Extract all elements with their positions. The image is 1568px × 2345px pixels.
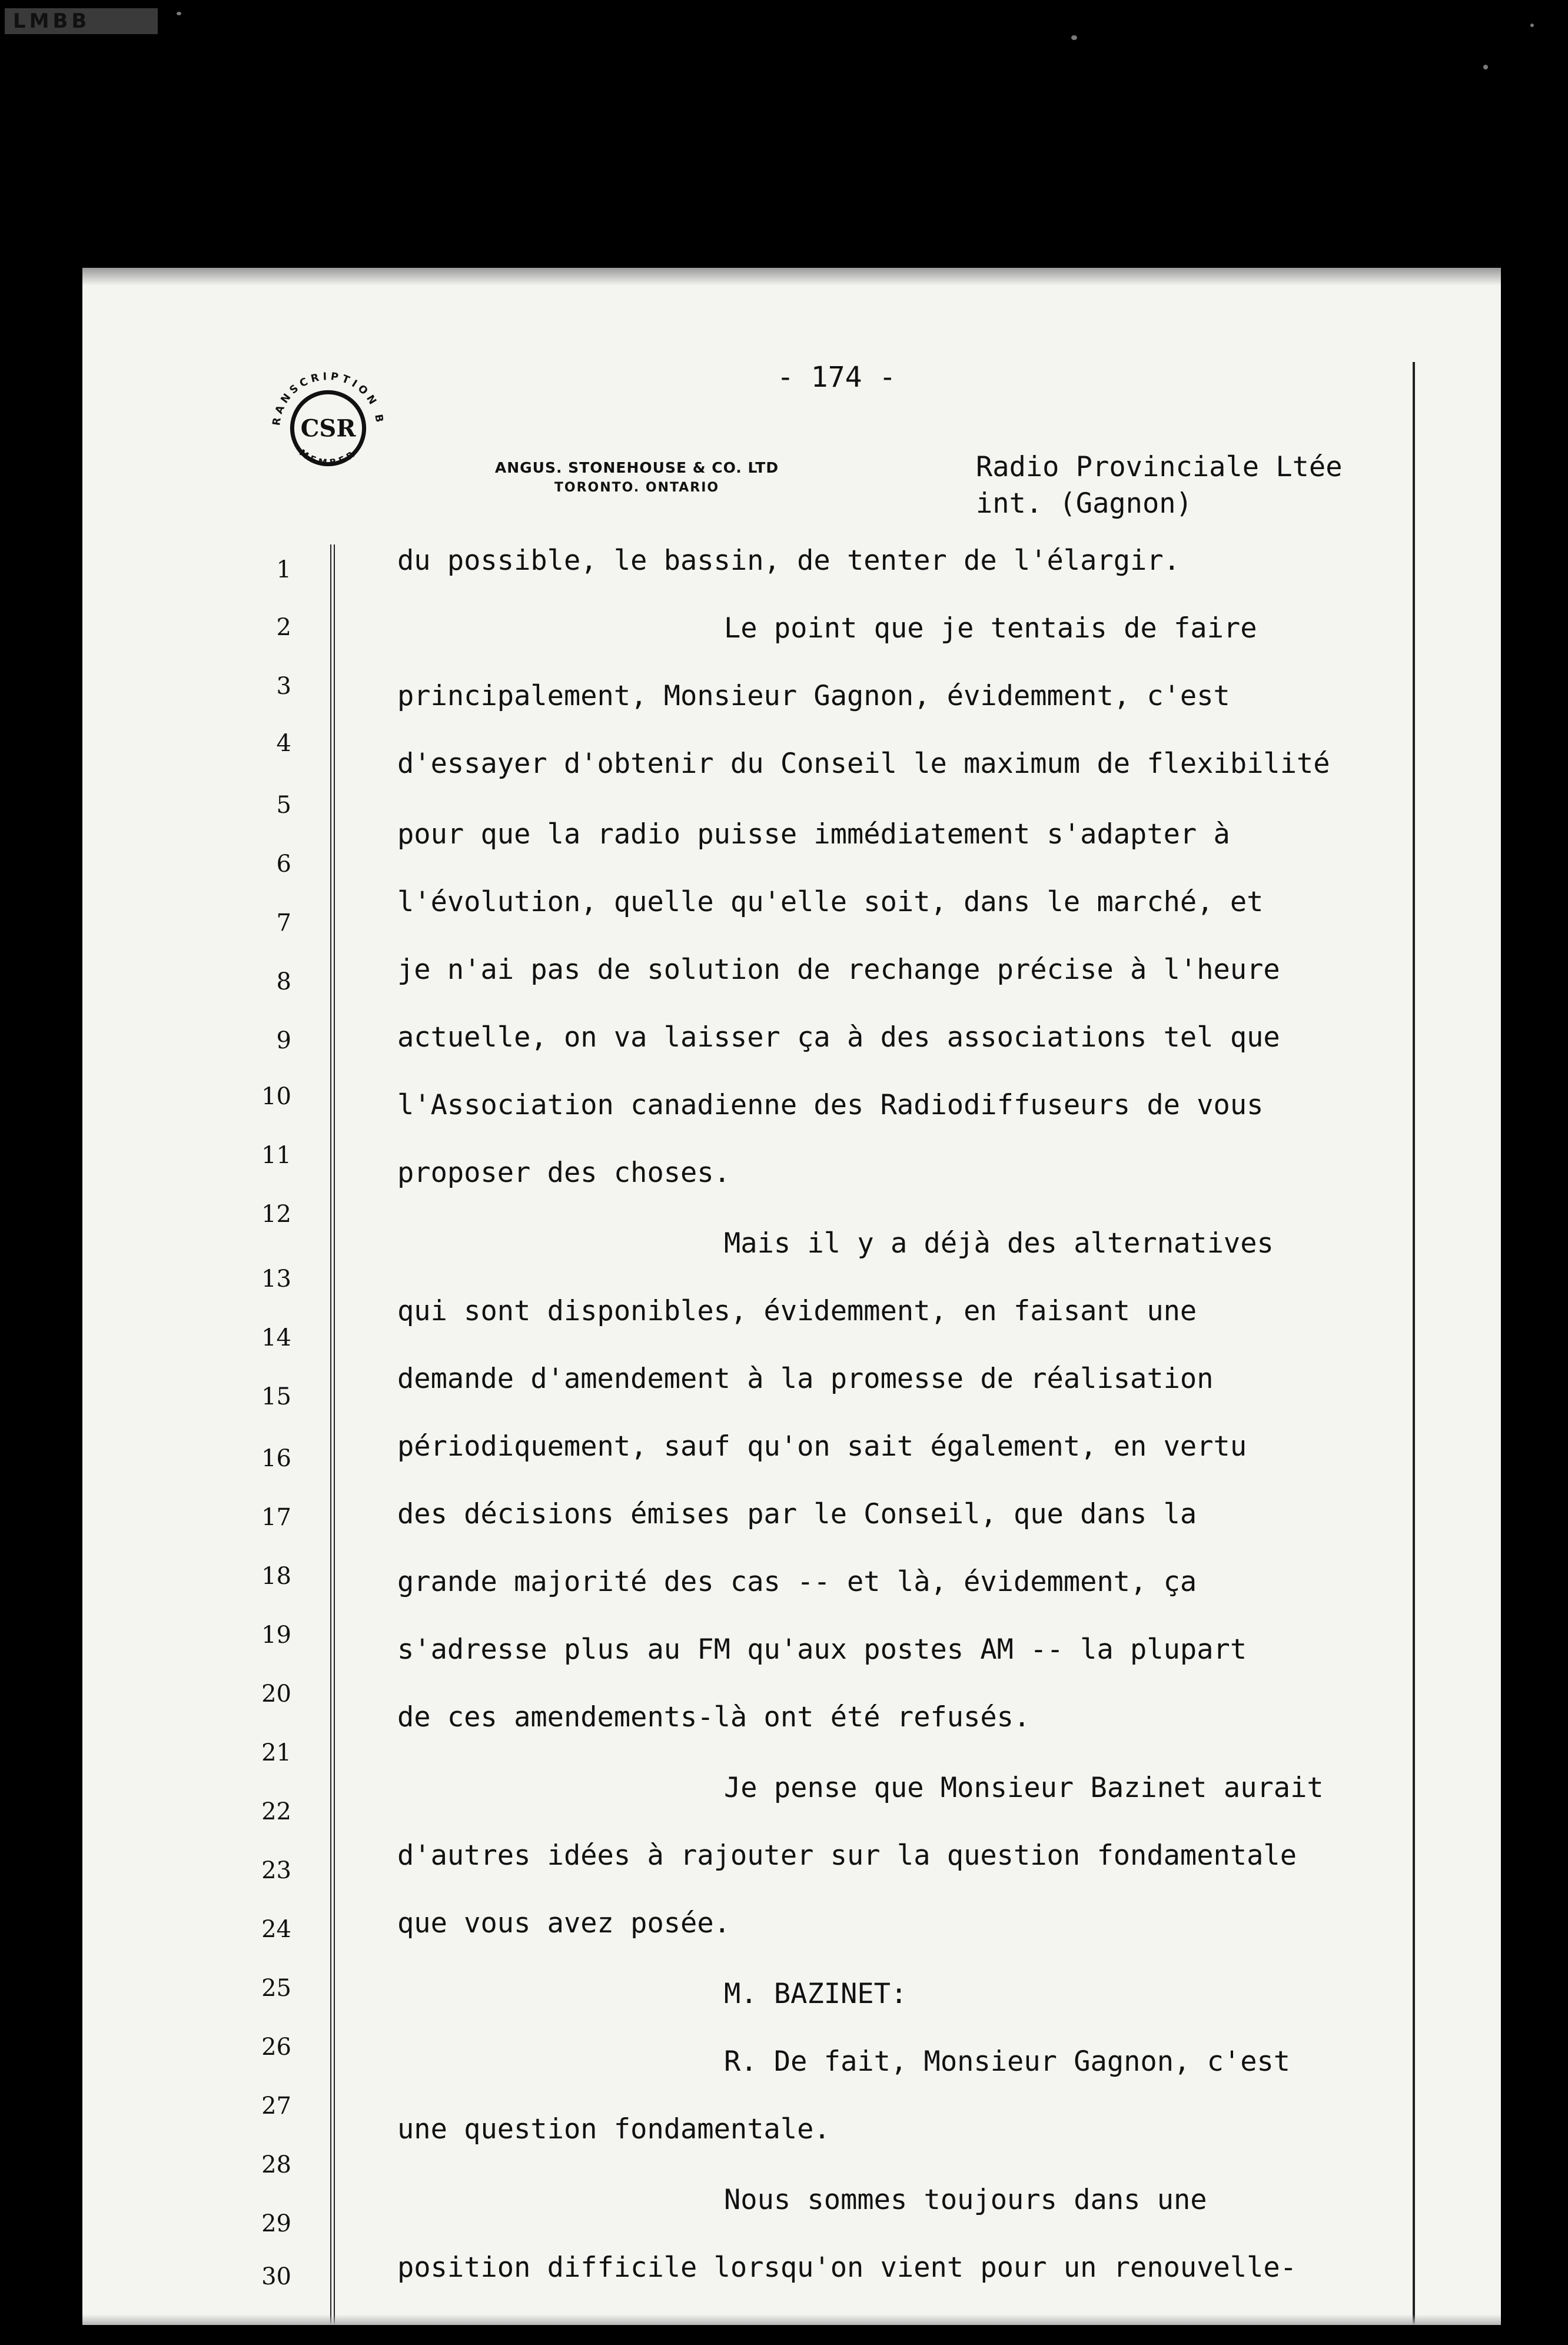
page-top-shadow: [82, 268, 1501, 285]
line-number: 6: [276, 851, 291, 878]
line-number: 22: [261, 1798, 291, 1825]
line-number: 13: [261, 1265, 291, 1293]
line-number: 21: [261, 1739, 291, 1766]
transcript-line: d'autres idées à rajouter sur la question fondamentale: [397, 1839, 1297, 1872]
film-strip-label: LMBB: [5, 8, 158, 34]
svg-text:MEMBER: [297, 447, 359, 469]
line-number-column: [221, 268, 291, 2325]
transcript-line: je n'ai pas de solution de rechange précise à l'heure: [397, 954, 1280, 986]
line-number: 29: [261, 2210, 291, 2237]
transcript-line: Mais il y a déjà des alternatives: [724, 1227, 1274, 1260]
transcript-line: R. De fait, Monsieur Gagnon, c'est: [724, 2045, 1291, 2078]
line-number: 3: [276, 673, 291, 700]
transcript-line: Nous sommes toujours dans une: [724, 2184, 1207, 2216]
film-speck: [1071, 35, 1077, 40]
line-number: 5: [276, 792, 291, 819]
seal-top-text: RANSCRIPTION B: [270, 370, 386, 427]
right-margin-rule: [1413, 362, 1415, 2325]
transcript-line: demande d'amendement à la promesse de réalisation: [397, 1363, 1214, 1395]
line-number: 4: [276, 730, 291, 757]
left-margin-rule: [330, 544, 335, 2325]
line-number: 24: [261, 1916, 291, 1943]
line-number: 9: [276, 1027, 291, 1054]
transcript-line: de ces amendements-là ont été refusés.: [397, 1701, 1031, 1733]
transcript-line: principalement, Monsieur Gagnon, évidemment, c'est: [397, 680, 1230, 712]
case-header: [976, 449, 1343, 522]
line-number: 17: [261, 1504, 291, 1531]
page-bottom-edge: [82, 2314, 1501, 2325]
transcript-line: d'essayer d'obtenir du Conseil le maximum de flexibilité: [397, 748, 1330, 780]
page-number: - 174 -: [777, 361, 896, 394]
line-number: 18: [261, 1563, 291, 1590]
company-block: [425, 457, 849, 497]
transcript-line: une question fondamentale.: [397, 2113, 830, 2145]
transcript-line: périodiquement, sauf qu'on sait également, en vertu: [397, 1430, 1247, 1463]
line-number: 30: [261, 2263, 291, 2290]
film-speck: [1530, 24, 1534, 27]
transcript-line: l'Association canadienne des Radiodiffuseurs de vous: [397, 1089, 1264, 1121]
transcript-line: Je pense que Monsieur Bazinet aurait: [724, 1772, 1324, 1804]
transcript-line: position difficile lorsqu'on vient pour un renouvelle-: [397, 2251, 1297, 2284]
speaker-label: M. BAZINET:: [724, 1978, 908, 2010]
film-speck: [1483, 65, 1488, 69]
case-subtitle: int. (Gagnon): [976, 487, 1192, 520]
seal-center-letters: CSR: [300, 414, 356, 443]
line-number: 26: [261, 2034, 291, 2061]
line-number: 16: [261, 1445, 291, 1472]
company-name: ANGUS. STONEHOUSE & CO. LTD: [494, 459, 779, 476]
transcript-line: Le point que je tentais de faire: [724, 612, 1257, 645]
line-number: 14: [261, 1324, 291, 1351]
line-number: 11: [261, 1142, 291, 1169]
transcript-line: du possible, le bassin, de tenter de l'élargir.: [397, 544, 1180, 577]
transcript-line: que vous avez posée.: [397, 1907, 730, 1939]
case-title: Radio Provinciale Ltée: [976, 451, 1343, 483]
company-city: TORONTO. ONTARIO: [554, 480, 720, 496]
line-number: 28: [261, 2151, 291, 2178]
film-speck: [177, 12, 181, 15]
transcript-line: proposer des choses.: [397, 1157, 730, 1189]
line-number: 12: [261, 1201, 291, 1228]
line-number: 8: [276, 968, 291, 995]
transcript-line: qui sont disponibles, évidemment, en faisant une: [397, 1295, 1197, 1327]
line-number: 27: [261, 2092, 291, 2120]
line-number: 20: [261, 1680, 291, 1708]
transcript-line: des décisions émises par le Conseil, que dans la: [397, 1498, 1197, 1530]
seal-bottom-text: MEMBER: [297, 447, 359, 469]
line-number: 19: [261, 1622, 291, 1649]
transcript-line: grande majorité des cas -- et là, évidemment, ça: [397, 1566, 1197, 1598]
transcript-line: l'évolution, quelle qu'elle soit, dans le marché, et: [397, 886, 1264, 918]
transcript-line: actuelle, on va laisser ça à des associations tel que: [397, 1021, 1280, 1054]
line-number: 23: [261, 1857, 291, 1884]
line-number: 2: [276, 614, 291, 641]
line-number: 1: [276, 556, 291, 583]
line-number: 15: [261, 1383, 291, 1410]
line-number: 25: [261, 1975, 291, 2002]
transcript-line: s'adresse plus au FM qu'aux postes AM -- la plupart: [397, 1633, 1247, 1666]
document-page: [82, 268, 1501, 2325]
line-number: 7: [276, 909, 291, 936]
transcript-line: pour que la radio puisse immédiatement s'adapter à: [397, 818, 1230, 851]
line-number: 10: [261, 1083, 291, 1110]
